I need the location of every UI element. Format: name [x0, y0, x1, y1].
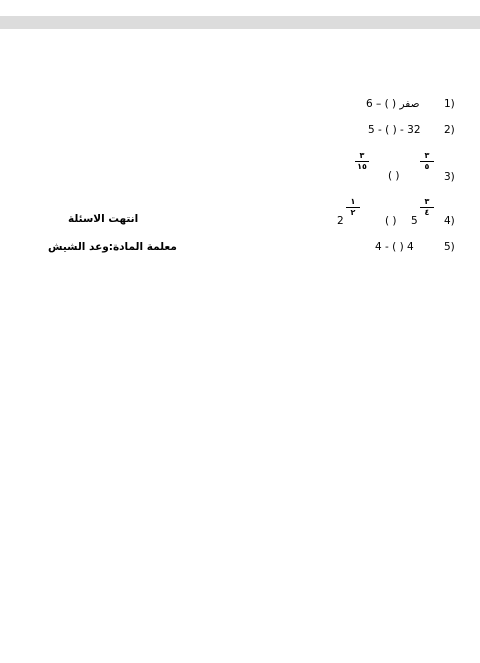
q1-expression: 6 – ( ) صفر — [366, 98, 420, 110]
teacher-name: معلمة المادة:وعد الشيش — [48, 241, 177, 253]
top-scroll-bar — [0, 16, 480, 29]
q4-blank: ( ) — [385, 215, 397, 227]
q4-fraction-left-numerator: ١ — [350, 197, 356, 206]
q1-number: 1) — [444, 98, 455, 110]
q5-number: 5) — [444, 241, 455, 253]
q3-fraction-right-denominator: ٥ — [424, 162, 430, 171]
q3-fraction-left-numerator: ٣ — [359, 151, 365, 160]
q4-whole-left: 2 — [337, 215, 344, 227]
q4-fraction-left — [346, 198, 360, 217]
q3-fraction-right — [420, 152, 434, 171]
q2-expression: 5 - ( ) - 32 — [368, 124, 421, 136]
end-of-questions-text: انتهت الاسئلة — [68, 213, 139, 225]
q5-expression: 4 - ( ) 4 — [375, 241, 414, 253]
q4-fraction-right-numerator: ٣ — [424, 197, 430, 206]
q4-whole-right: 5 — [411, 215, 418, 227]
q3-fraction-left-denominator: ١٥ — [357, 162, 367, 171]
q3-fraction-left — [355, 152, 369, 171]
q4-fraction-right — [420, 198, 434, 217]
q3-blank: ( ) — [388, 170, 400, 182]
q3-number: 3) — [444, 171, 455, 183]
q4-number: 4) — [444, 215, 455, 227]
q2-number: 2) — [444, 124, 455, 136]
q3-fraction-right-numerator: ٣ — [424, 151, 430, 160]
q4-fraction-right-denominator: ٤ — [424, 208, 430, 217]
q4-fraction-left-denominator: ٢ — [350, 208, 356, 217]
